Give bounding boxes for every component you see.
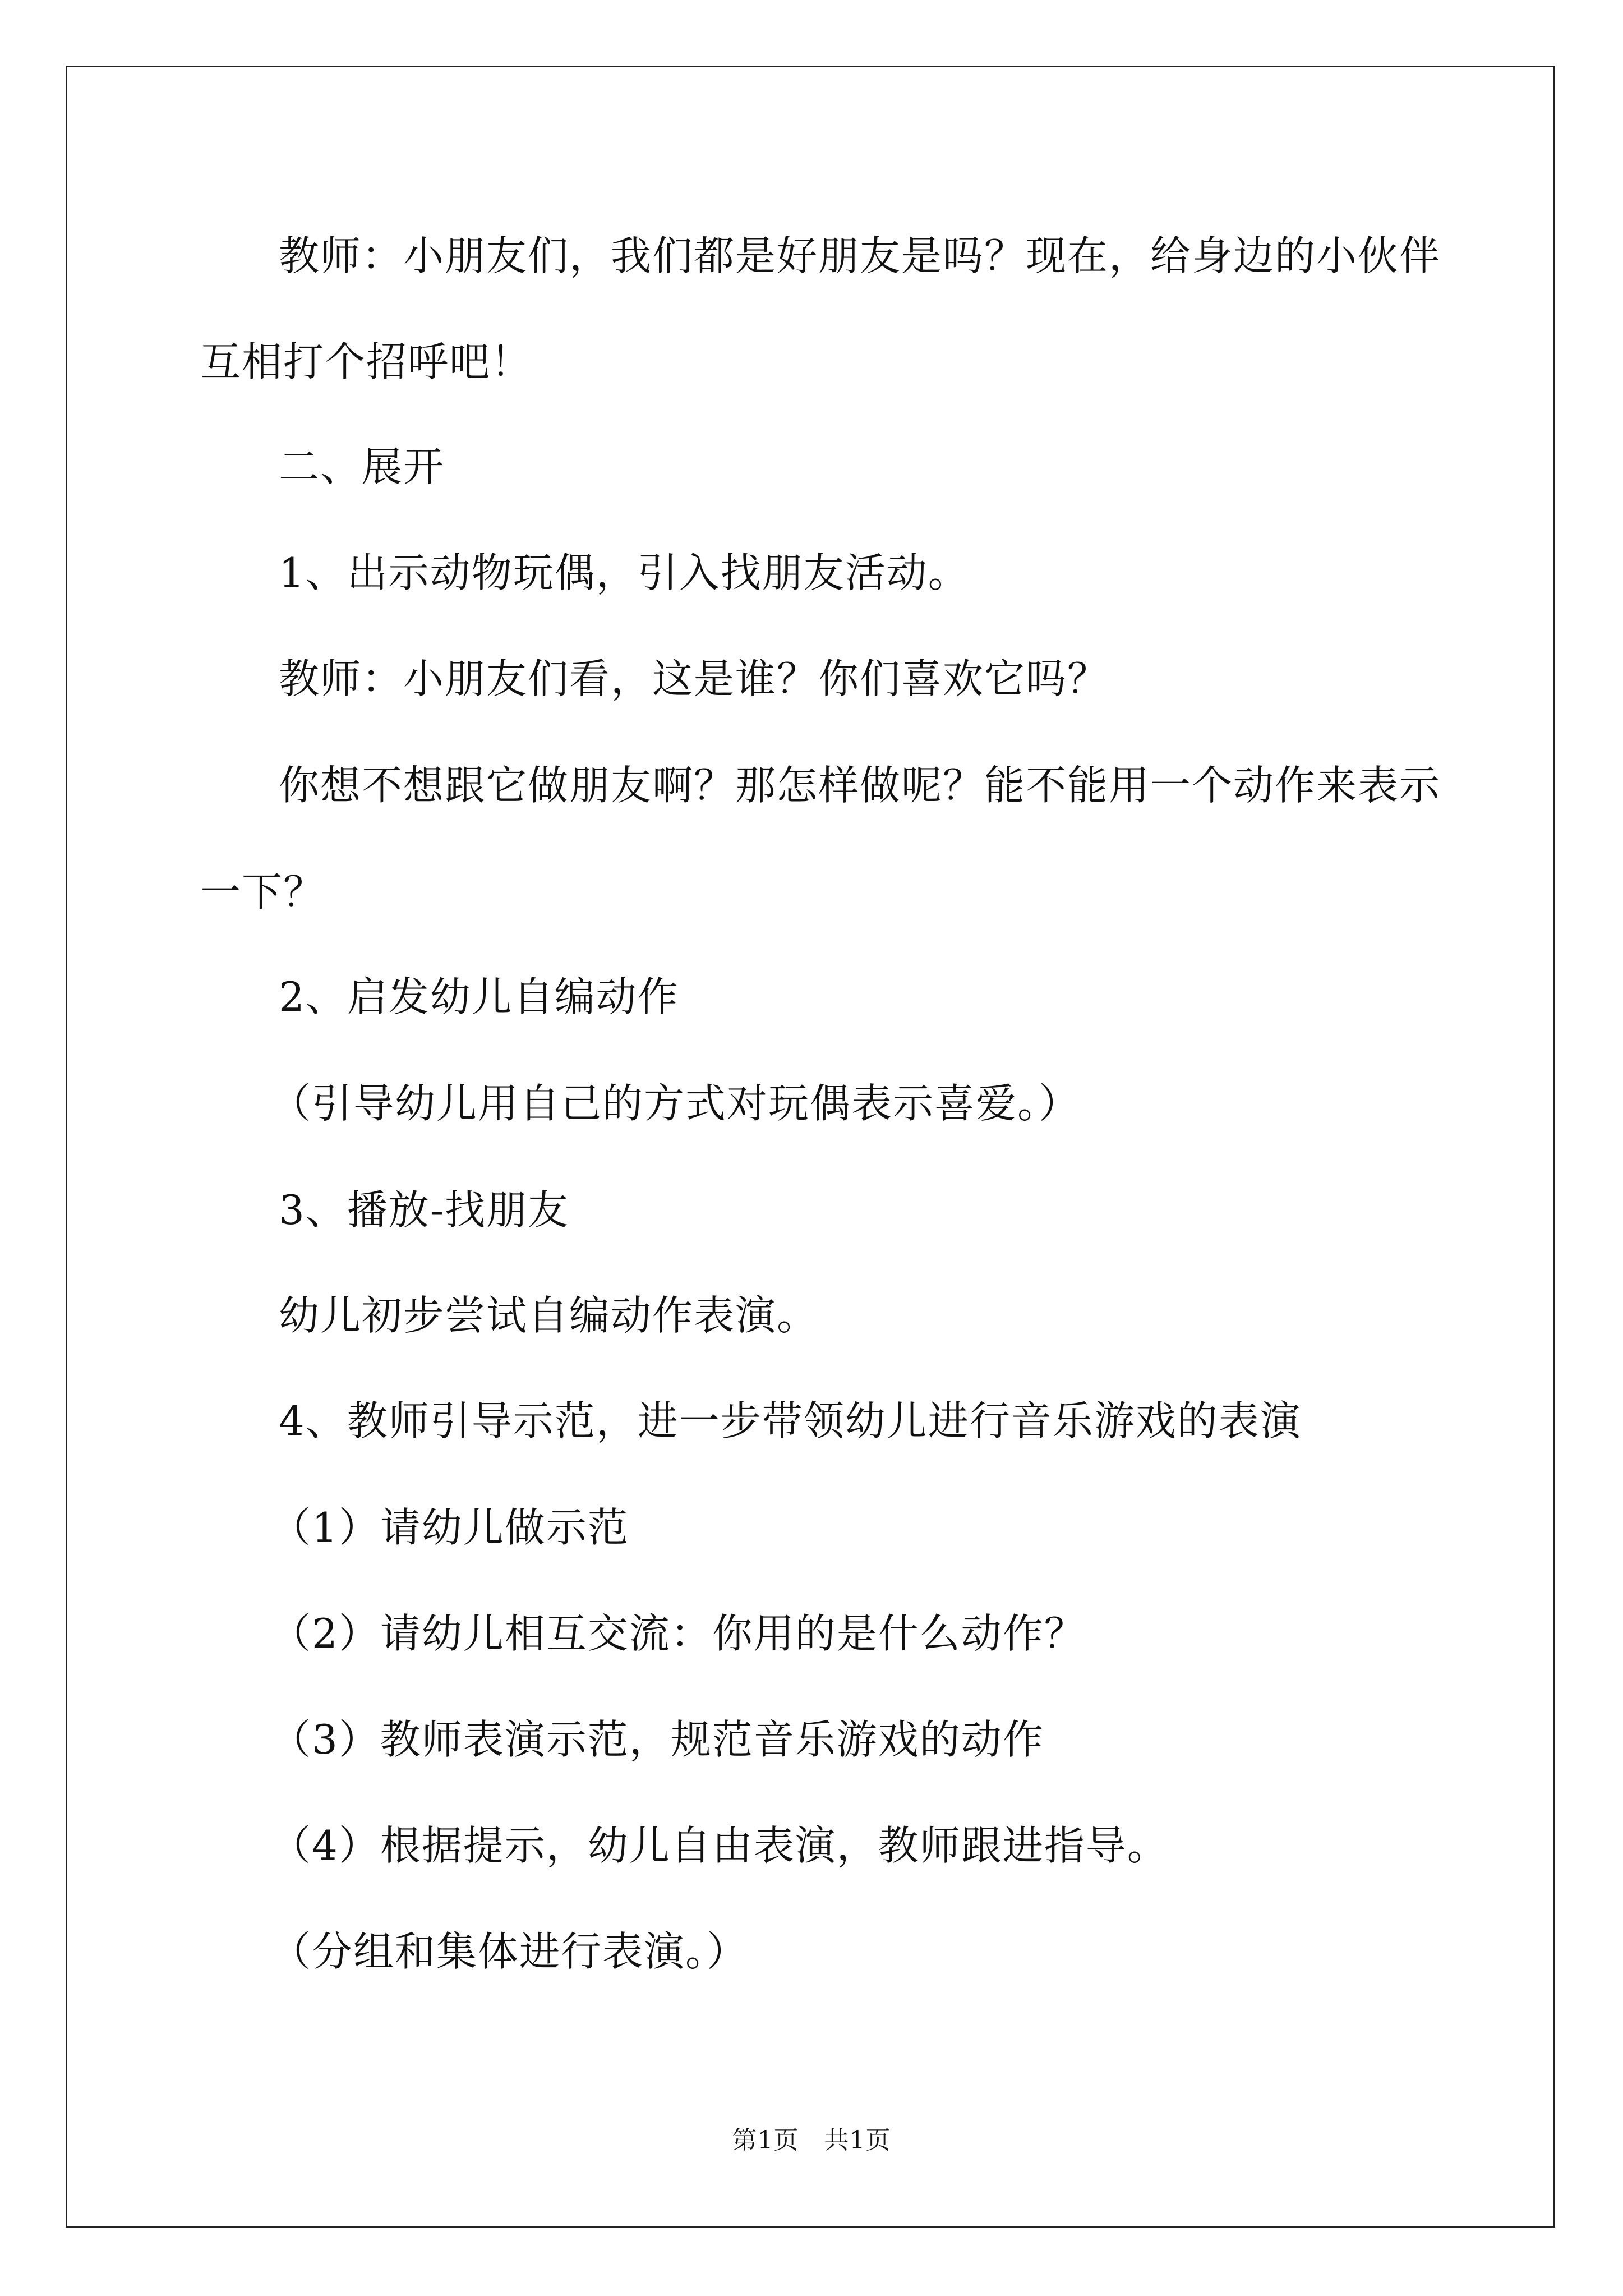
- text-line: 1、出示动物玩偶，引入找朋友活动。: [279, 549, 970, 596]
- text-line: 教师：小朋友们看，这是谁？你们喜欢它吗？: [279, 655, 1109, 702]
- page-border: [66, 66, 1555, 2228]
- section-heading: 二、展开: [279, 443, 445, 490]
- text-line: （引导幼儿用自己的方式对玩偶表示喜爱。）: [270, 1080, 1081, 1127]
- page-number: 第1页: [732, 2126, 799, 2155]
- list-item: （3）教师表演示范，规范音乐游戏的动作: [270, 1716, 1044, 1763]
- text-line: 4、教师引导示范，进一步带领幼儿进行音乐游戏的表演: [279, 1397, 1302, 1444]
- list-item: （4）根据提示，幼儿自由表演，教师跟进指导。: [270, 1822, 1169, 1869]
- text-line: 2、启发幼儿自编动作: [279, 973, 679, 1020]
- text-line: 幼儿初步尝试自编动作表演。: [279, 1292, 819, 1339]
- text-line: 3、播放-找朋友: [279, 1186, 570, 1234]
- page-total: 共1页: [824, 2126, 891, 2155]
- text-line: 一下？: [200, 868, 325, 915]
- text-line: 教师：小朋友们，我们都是好朋友是吗？现在，给身边的小伙伴: [279, 232, 1441, 279]
- list-item: （2）请幼儿相互交流：你用的是什么动作？: [270, 1610, 1086, 1657]
- text-line: （分组和集体进行表演。）: [270, 1928, 749, 1975]
- list-item: （1）请幼儿做示范: [270, 1504, 629, 1551]
- page-footer: [0, 2125, 1623, 2156]
- text-line: 互相打个招呼吧！: [200, 338, 533, 385]
- text-line: 你想不想跟它做朋友啊？那怎样做呢？能不能用一个动作来表示: [279, 762, 1441, 809]
